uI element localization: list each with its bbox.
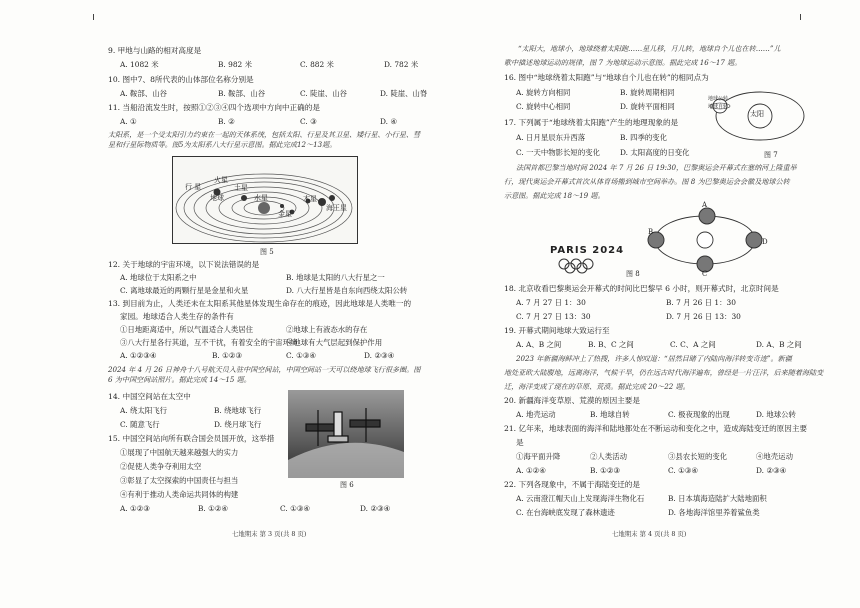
question-16-stem: 16. 图中“地球绕着太阳跑”与“地球自个儿也在转”的相同点为 — [504, 73, 709, 82]
q14-option-a: A. 绕太阳飞行 — [120, 406, 167, 415]
q22-option-d: D. 各地海洋馆里养着鲨鱼类 — [668, 508, 760, 517]
q15-item-1: ①展现了中国航天越来越强大的实力 — [120, 448, 239, 457]
sun-icon — [258, 202, 270, 214]
q13-option-a: A. ①②③④ — [120, 351, 157, 360]
q15-item-3: ③彰显了太空探索的中国责任与担当 — [120, 476, 239, 485]
q15-item-4: ④有利于推动人类命运共同体的构建 — [120, 490, 239, 499]
q15-option-a: A. ①②③ — [120, 504, 150, 513]
passage-paris-line-3: 示意图。据此完成 18～19 题。 — [504, 191, 605, 200]
q22-option-b: B. 日本填海造陆扩大陆地面积 — [668, 494, 767, 503]
page-4-footer: 七地期末 第 4 页(共 8 页) — [612, 530, 687, 538]
q22-option-a: A. 云南澄江帽天山上发现海洋生物化石 — [516, 494, 645, 503]
question-9-stem: 9. 甲地与山路的相对高度是 — [108, 46, 202, 55]
q21-item-1: ①海平面升降 — [516, 452, 561, 461]
q13-item-3: ③八大行星各行其道，互不干扰，有着安全的宇宙环境 — [120, 338, 298, 347]
q15-option-d: D. ②③④ — [360, 504, 391, 513]
q10-option-a: A. 鞍部、山谷 — [120, 89, 167, 98]
question-21-stem-2: 是 — [516, 438, 524, 447]
q12-option-b: B. 地球是太阳的八大行星之一 — [286, 273, 385, 282]
right-page — [430, 0, 860, 608]
q13-item-1: ①日地距离适中，所以气温适合人类居住 — [120, 325, 254, 334]
q12-option-c: C. 离地球最近的两颗行星是金星和火星 — [120, 286, 249, 295]
passage-xinjiang-line-1: 2023 年新疆海鲜冲上了热搜，许多人惊叹道：“居然目睹了内陆向海洋转变奇迹”。新疆 — [516, 354, 792, 363]
fig8-point-c: C — [702, 270, 708, 278]
q17-option-b: B. 四季的变化 — [620, 133, 668, 142]
passage-xinjiang-line-3: 迁，海洋变成了现在的草原、荒漠。据此完成 20～22 题。 — [504, 382, 690, 391]
q16-option-a: A. 旋转方向相同 — [516, 88, 571, 97]
q15-item-2: ②促使人类争夺利用太空 — [120, 462, 202, 471]
q21-option-d: D. ②③④ — [756, 466, 787, 475]
q13-option-d: D. ②③④ — [364, 351, 395, 360]
q13-item-4: ④地球有大气层起到保护作用 — [286, 338, 383, 347]
q9-option-c: C. 882 米 — [300, 60, 334, 69]
q9-option-a: A. 1082 米 — [120, 60, 159, 69]
q19-option-a: A. A、B 之间 — [516, 340, 562, 349]
q14-option-c: C. 随意飞行 — [120, 420, 160, 429]
q9-option-d: D. 782 米 — [384, 60, 419, 69]
fig5-label-3: 土星 — [234, 184, 248, 192]
passage-solar-system: 太阳系，是一个受太阳引力约束在一起的天体系统，包括太阳、行星及其卫星、矮行星、小行星、彗星和行星际物质等。图5为太阳系八大行星示意图。据此完成12～13题。 — [108, 130, 421, 149]
q17-option-c: C. 一天中物影长短的变化 — [516, 148, 600, 157]
q20-option-c: C. 极夜现象的出现 — [668, 410, 730, 419]
q20-option-a: A. 地壳运动 — [516, 410, 556, 419]
passage-paris-line-2: 行，现代奥运会开幕式首次从体育场搬到城市空间举办。图 8 为巴黎奥运会会徽及地球公转 — [504, 177, 790, 186]
question-11-stem: 11. 当船沿流发生时，按照①②③④四个选项中方向中正确的是 — [108, 103, 320, 112]
question-20-stem: 20. 新疆海洋变草原、荒漠的原因主要是 — [504, 396, 640, 405]
q15-option-c: C. ①③④ — [280, 504, 310, 513]
q20-option-d: D. 地球公转 — [756, 410, 796, 419]
passage-song-line-1: “太阳大，地球小，地球绕着太阳跑……星儿移，月儿转，地球自个儿也在转……”儿 — [518, 44, 781, 53]
q12-option-d: D. 八大行星皆是自东向西绕太阳公转 — [286, 286, 408, 295]
fig5-label-7: 木星 — [303, 195, 317, 203]
q18-option-b: B. 7 月 26 日 1：30 — [666, 298, 736, 307]
passage-paris-line-1: 法国首都巴黎当地时间 2024 年 7 月 26 日 19:30，巴黎奥运会开幕式在塞纳河上隆重举 — [516, 163, 797, 172]
question-19-stem: 19. 开幕式期间地球大致运行至 — [504, 326, 610, 335]
fig5-label-8: 海王星 — [326, 204, 347, 212]
q18-option-c: C. 7 月 27 日 13：30 — [516, 312, 591, 321]
question-12-stem: 12. 关于地球的宇宙环境，以下说法错误的是 — [108, 260, 260, 269]
fig5-label-6: 金星 — [278, 210, 292, 218]
q13-item-2: ②地球上有液态水的存在 — [286, 325, 368, 334]
q11-option-b: B. ② — [218, 117, 235, 126]
q9-option-b: B. 982 米 — [218, 60, 252, 69]
question-14-stem: 14. 中国空间站在太空中 — [108, 392, 191, 401]
q21-item-3: ③县农长短的变化 — [668, 452, 728, 461]
q16-option-c: C. 旋转中心相同 — [516, 102, 571, 111]
passage-xinjiang-line-2: 地处亚欧大陆腹地，远离海洋，气候干旱，仍在远古时代海洋遍布，曾经是一片汪洋，后来随着海陆变 — [504, 368, 824, 377]
earth-icon — [746, 232, 762, 248]
figure-7-orbit-label-1: 地球公转 — [708, 96, 729, 102]
q16-option-d: D. 旋转平面相同 — [620, 102, 675, 111]
q10-option-d: D. 陡崖、山脊 — [380, 89, 428, 98]
q15-option-b: B. ①②④ — [198, 504, 229, 513]
q10-option-c: C. 陡崖、山谷 — [300, 89, 348, 98]
q12-option-a: A. 地球位于太阳系之中 — [120, 273, 197, 282]
question-10-stem: 10. 图中7、8所代表的山体部位名称分别是 — [108, 75, 254, 84]
q18-option-a: A. 7 月 27 日 1：30 — [516, 298, 586, 307]
q17-option-d: D. 太阳高度的日变化 — [620, 148, 690, 157]
fig5-label-2: 火星 — [214, 176, 228, 184]
q19-option-d: D. A、B 之间 — [756, 340, 802, 349]
q10-option-b: B. 鞍部、山谷 — [218, 89, 266, 98]
q19-option-c: C. C、A 之间 — [670, 340, 716, 349]
figure-8-earth-orbit — [640, 200, 770, 278]
figure-7-orbit-label-2: 地球自转 — [708, 104, 729, 110]
q14-option-b: B. 绕地球飞行 — [214, 406, 262, 415]
page-3-footer: 七地期末 第 3 页(共 8 页) — [232, 530, 307, 538]
q11-option-d: D. ④ — [380, 117, 397, 126]
q21-item-2: ②人类活动 — [590, 452, 627, 461]
q11-option-c: C. ③ — [300, 117, 317, 126]
fig8-point-b: B — [648, 228, 654, 236]
fig5-label-4: 地球 — [210, 194, 224, 202]
figure-5-caption: 图 5 — [260, 248, 274, 256]
question-18-stem: 18. 北京收看巴黎奥运会开幕式的时间比巴黎早 6 小时，则开幕式时，北京时间是 — [504, 284, 779, 293]
fig5-label-5: 水星 — [254, 194, 268, 202]
q14-option-d: D. 绕月球飞行 — [214, 420, 262, 429]
figure-7-sun-label: 太阳 — [750, 110, 764, 118]
olympic-rings-icon — [556, 258, 616, 274]
q21-option-c: C. ①③④ — [668, 466, 698, 475]
q17-option-a: A. 日月星辰东升西落 — [516, 133, 586, 142]
q11-option-a: A. ① — [120, 117, 137, 126]
passage-space-station: 2024 年 4 月 26 日神舟十八号航天员入驻中国空间站，中国空间站一天可以绕地球飞行很多圈。图 6 为中国空间站照片。据此完成 14～15 题。 — [108, 365, 421, 384]
fig5-label-1: 行 星 — [185, 183, 202, 191]
q19-option-b: B. B、C 之间 — [588, 340, 634, 349]
q21-item-4: ④地壳运动 — [756, 452, 793, 461]
paris-2024-logo: PARIS 2024 — [550, 245, 625, 256]
passage-song-line-2: 歌中描述地球运动的规律，图 7 为地球运动示意图。据此完成 16～17 题。 — [504, 58, 742, 67]
figure-8-caption: 图 8 — [626, 270, 640, 278]
question-21-stem: 21. 亿年来，地球表面的海洋和陆地都处在不断运动和变化之中，造成海陆变迁的原因主要 — [504, 424, 808, 433]
q21-option-b: B. ①②③ — [590, 466, 621, 475]
fig8-point-a: A — [702, 201, 708, 209]
q13-option-c: C. ①③④ — [286, 351, 316, 360]
sun-icon — [697, 232, 713, 248]
figure-6-space-station-photo — [288, 390, 404, 478]
q21-option-a: A. ①②④ — [516, 466, 546, 475]
question-15-stem: 15. 中国空间站向所有联合国会员国开放，这举措 — [108, 434, 275, 443]
q18-option-d: D. 7 月 26 日 13：30 — [666, 312, 741, 321]
figure-6-caption: 图 6 — [340, 481, 354, 489]
question-13-stem: 13. 到目前为止，人类还未在太阳系其他星体发现生命存在的痕迹，因此地球是人类唯一的 — [108, 299, 412, 308]
scan-mark — [800, 14, 801, 20]
q22-option-c: C. 在台海峡底发现了森林遗迹 — [516, 508, 615, 517]
scan-mark — [93, 14, 94, 20]
question-22-stem: 22. 下列各现象中，不属于海陆变迁的是 — [504, 480, 640, 489]
q13-option-b: B. ①②③ — [212, 351, 243, 360]
fig8-point-d: D — [762, 238, 768, 246]
figure-7-caption: 图 7 — [764, 151, 778, 159]
question-17-stem: 17. 下列属于“地球绕着太阳跑”产生的地理现象的是 — [504, 118, 679, 127]
q20-option-b: B. 地球自转 — [590, 410, 630, 419]
question-13-stem-2: 家园。地球适合人类生存的条件有 — [120, 312, 234, 321]
q16-option-b: B. 旋转周期相同 — [620, 88, 675, 97]
